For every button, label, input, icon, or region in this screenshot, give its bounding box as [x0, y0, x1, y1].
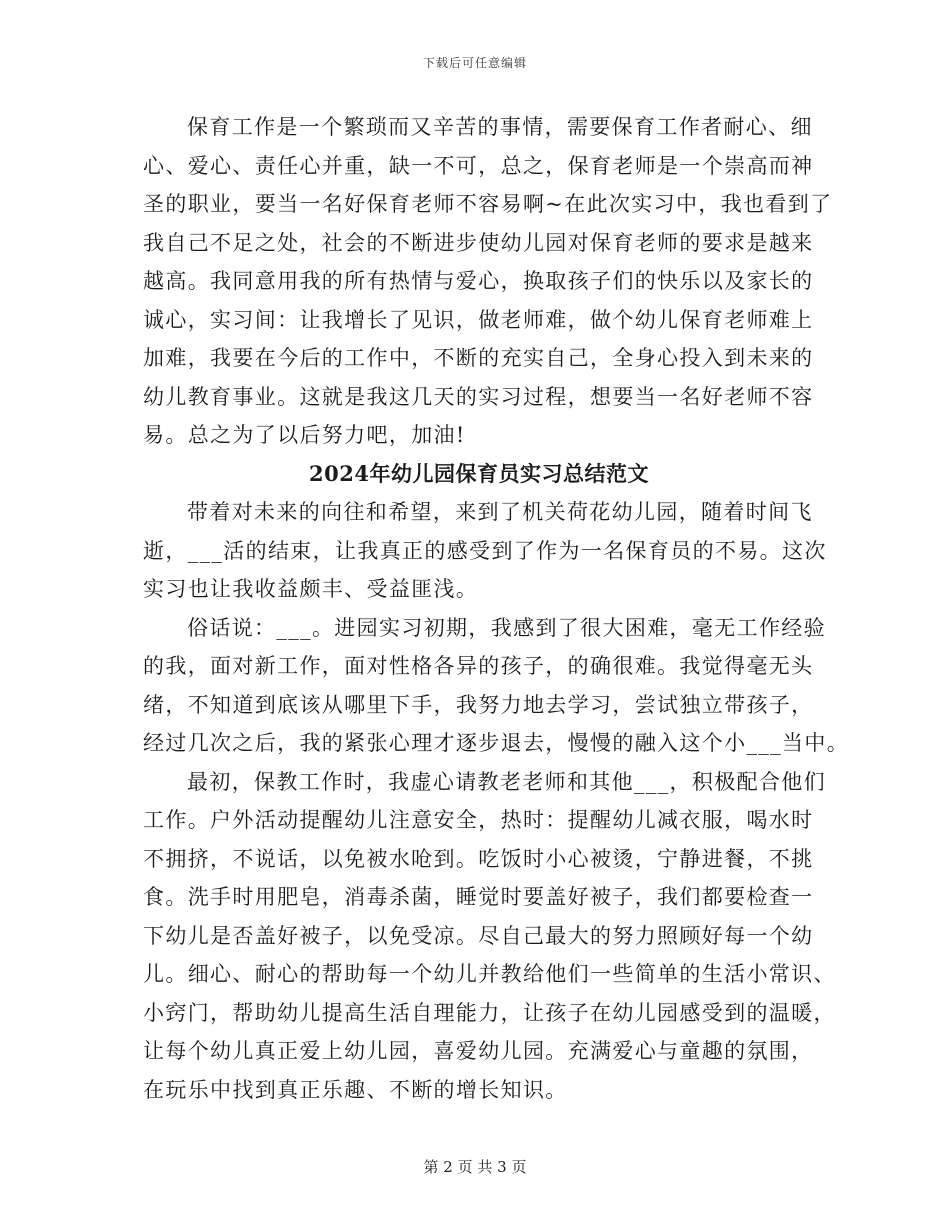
- text-line: 越高。我同意用我的所有热情与爱心，换取孩子们的快乐以及家长的: [143, 269, 814, 293]
- paragraph-2: [143, 493, 827, 609]
- text-line: 最初，保教工作时，我虚心请教老老师和其他___，积极配合他们: [187, 769, 826, 794]
- paragraph-3: [143, 609, 850, 763]
- text-line: 小窍门，帮助幼儿提高生活自理能力，让孩子在幼儿园感受到的温暖，: [143, 1000, 836, 1025]
- section-title: 2024年幼儿园保育员实习总结范文: [309, 460, 649, 486]
- document-body: [143, 108, 850, 1109]
- text-line: 不拥挤，不说话，以免被水呛到。吃饭时小心被烫，宁静进餐，不挑: [143, 846, 814, 871]
- text-line: 我自己不足之处，社会的不断进步使幼儿园对保育老师的要求是越来: [143, 230, 814, 255]
- text-line: 幼儿教育事业。这就是我这几天的实习过程，想要当一名好老师不容: [143, 384, 814, 409]
- text-line: 绪，不知道到底该从哪里下手，我努力地去学习，尝试独立带孩子，: [143, 692, 814, 717]
- text-line: 在玩乐中找到真正乐趣、不断的增长知识。: [143, 1077, 568, 1102]
- text-line: 诚心，实习间：让我增长了见识，做老师难，做个幼儿保育老师难上: [143, 307, 814, 332]
- text-line: 经过几次之后，我的紧张心理才逐步退去，慢慢的融入这个小___当中。: [143, 731, 850, 755]
- text-line: 加难，我要在今后的工作中，不断的充实自己，全身心投入到未来的: [143, 346, 814, 370]
- paragraph-4: [143, 763, 836, 1110]
- text-line: 工作。户外活动提醒幼儿注意安全，热时：提醒幼儿减衣服，喝水时: [143, 808, 814, 832]
- paragraph-1: [143, 108, 833, 455]
- text-line: 的我，面对新工作，面对性格各异的孩子，的确很难。我觉得毫无头: [143, 654, 814, 678]
- text-line: 带着对未来的向往和希望，来到了机关荷花幼儿园，随着时间飞: [187, 500, 813, 524]
- text-line: 儿。细心、耐心的帮助每一个幼儿并教给他们一些简单的生活小常识、: [143, 962, 836, 986]
- text-line: 实习也让我收益颇丰、受益匪浅。: [143, 577, 479, 601]
- text-line: 圣的职业，要当一名好保育老师不容易啊~在此次实习中，我也看到了: [143, 192, 833, 216]
- text-line: 俗话说：___。进园实习初期，我感到了很大困难，毫无工作经验: [187, 615, 826, 640]
- text-line: 保育工作是一个繁琐而又辛苦的事情，需要保育工作者耐心、细: [187, 115, 813, 139]
- header-note: 下载后可任意编辑: [422, 56, 527, 70]
- page-number: 第 2 页 共 3 页: [423, 1158, 527, 1176]
- text-line: 下幼儿是否盖好被子，以免受凉。尽自己最大的努力照顾好每一个幼: [143, 923, 814, 948]
- text-line: 让每个幼儿真正爱上幼儿园，喜爱幼儿园。充满爱心与童趣的氛围，: [143, 1039, 814, 1063]
- text-line: 食。洗手时用肥皂，消毒杀菌，睡觉时要盖好被子，我们都要检查一: [143, 885, 814, 909]
- text-line: 易。总之为了以后努力吧，加油!: [143, 423, 466, 447]
- text-line: 逝，___活的结束，让我真正的感受到了作为一名保育员的不易。这次: [143, 538, 827, 563]
- text-line: 心、爱心、责任心并重，缺一不可，总之，保育老师是一个崇高而神: [143, 153, 814, 178]
